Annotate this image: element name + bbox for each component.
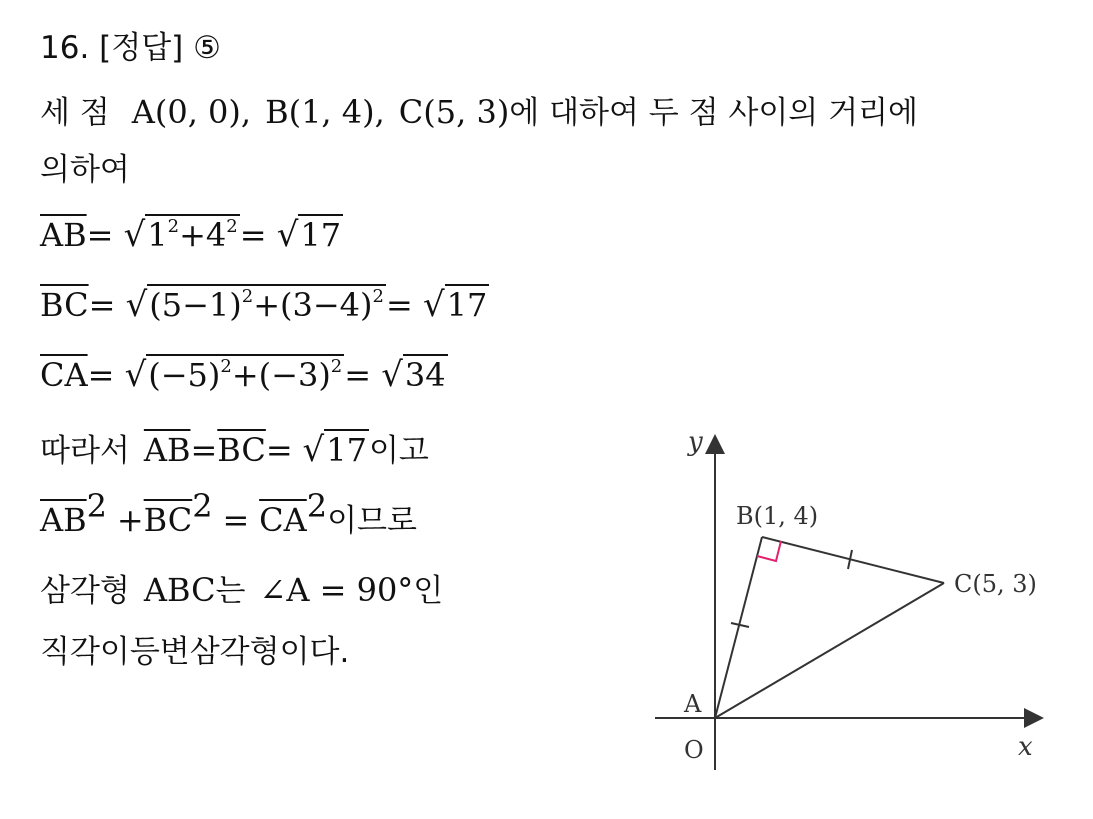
plus-sign: + [231,356,259,394]
equals-sign: = [88,286,116,324]
problem-header [40,28,221,68]
point-c-coord: C(5, 3) [398,93,510,131]
x-axis-label: x [1018,732,1033,762]
final-line [40,632,349,672]
triangle-suffix: 인 [413,573,444,609]
pythagoras-suffix: 이므로 [327,503,417,539]
segment-bc-label: $\overline{BC}$ [217,431,266,469]
segment-bc [762,537,944,583]
intro-suffix: 에 대하여 두 점 사이의 거리에 [509,95,918,131]
therefore-text: 따라서 [40,433,130,469]
segment-ab-label: $\overline{AB}$ [40,501,87,539]
intro-prefix: 세 점 [40,95,110,131]
equals-sign: = [344,356,372,394]
sqrt-symbol: √ [123,215,146,255]
segment-bc-label: $\overline{BC}$ [40,286,89,324]
plus-sign: + [116,501,144,539]
triangle-mid: 는 [215,573,246,609]
triangle-line [40,570,443,611]
equals-sign: = [222,501,250,539]
segment-ca-label: $\overline{CA}$ [40,356,88,394]
exponent: 2 [306,487,328,525]
radicand-term: 1 [147,216,168,254]
sqrt-symbol: √ [276,215,299,255]
equals-sign: = [385,286,413,324]
sqrt-symbol: √ [302,430,325,470]
exponent: 2 [220,356,232,377]
plus-sign: + [179,216,206,254]
point-b-label: B(1, 4) [736,502,819,530]
segment-bc-label: $\overline{BC}$ [143,501,193,539]
segment-ab [715,537,762,718]
exponent: 2 [330,356,343,377]
point-a-coord: A(0, 0), [131,93,252,131]
conclusion-line-1 [40,430,429,471]
conclusion-suffix: 이고 [368,433,429,469]
sqrt-symbol: √ [125,285,148,325]
radicand-term: (3−4) [280,286,373,324]
intro-line-2 [40,150,130,190]
problem-number: 16. [정답] ⑤ [40,30,221,66]
radicand-term: (−3) [258,356,331,394]
angle-statement: ∠A = 90° [259,571,414,609]
result-bc: 17 [446,286,488,324]
coordinate-figure [640,420,1080,780]
final-statement: 직각이등변삼각형이다. [40,634,350,670]
radicand-bc [147,284,386,324]
radicand-term: (−5) [148,356,221,394]
point-b-coord: B(1, 4), [265,93,385,131]
plus-sign: + [253,286,281,324]
radicand-ab [145,214,239,254]
sqrt-symbol: √ [422,285,445,325]
radicand-term: 4 [205,216,227,254]
radicand-term: (5−1) [149,286,242,324]
triangle-prefix: 삼각형 [40,573,130,609]
exponent: 2 [226,216,238,237]
result-ca: 34 [404,356,446,394]
radicand-ca [146,354,344,394]
exponent: 2 [86,487,107,525]
result-ab: 17 [300,216,342,254]
equals-sign: = [87,356,115,394]
segment-ab-label: $\overline{AB}$ [40,216,87,254]
segment-ca [715,583,944,718]
segment-ab-label: $\overline{AB}$ [143,431,191,469]
sqrt-value: 17 [326,431,367,469]
exponent: 2 [192,487,213,525]
equation-ca [40,355,448,395]
equals-sign: = [190,431,218,469]
y-axis-label: y [688,427,703,457]
intro-line-1 [40,92,918,133]
sqrt-symbol: √ [381,355,403,395]
exponent: 2 [372,286,384,307]
segment-ca-label: $\overline{CA}$ [259,501,307,539]
sqrt-symbol: √ [124,355,147,395]
equals-sign: = [86,216,114,254]
equation-bc [40,285,489,325]
pythagoras-line [40,487,417,541]
point-a-label: A [684,690,702,718]
equals-sign: = [265,431,293,469]
exponent: 2 [241,286,254,307]
triangle-name: ABC [143,571,216,609]
exponent: 2 [167,216,180,237]
equals-sign: = [239,216,267,254]
origin-label: O [684,736,704,764]
equation-ab [40,215,343,255]
intro-line2-text: 의하여 [40,152,130,188]
point-c-label: C(5, 3) [954,570,1037,598]
